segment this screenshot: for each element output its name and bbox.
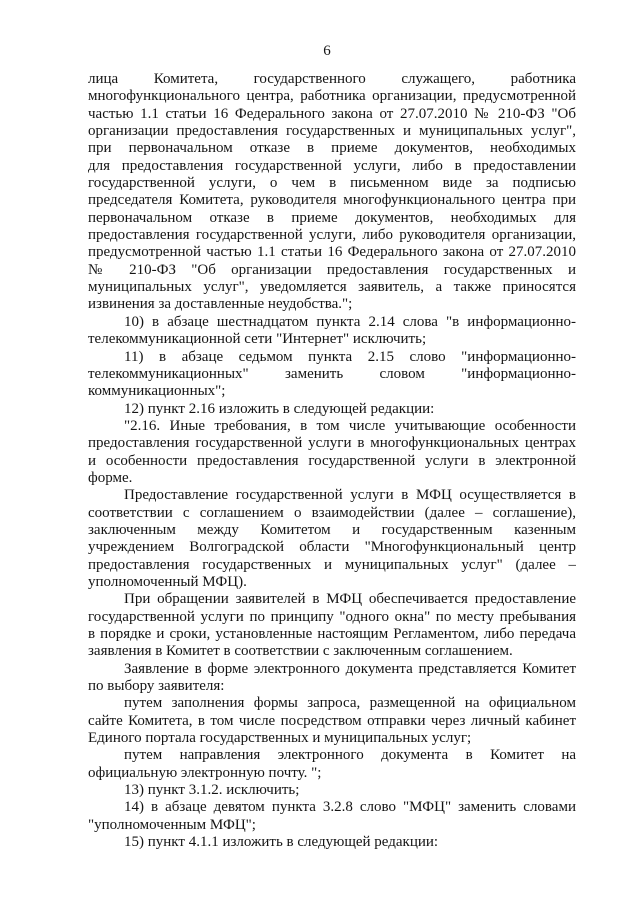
text-line: Предоставление государственной услуги в МФЦ осуществляется в [124,487,576,504]
text-line: "уполномоченным МФЦ"; [88,816,256,833]
text-line: соответствии с соглашением о взаимодействии (далее – соглашение), [88,504,576,521]
text-line: предоставления государственной услуги в многофункциональных центрах [88,435,576,452]
text-line: телекоммуникационной сети "Интернет" исключить; [88,331,427,348]
text-line: извинения за доставленные неудобства."; [88,296,353,313]
text-line: по выбору заявителя: [88,678,225,695]
amendment-item-14 [88,799,576,834]
text-line: председателя Комитета, руководителя многофункционального центра при [88,192,576,209]
text-line: уполномоченный МФЦ). [88,573,247,590]
text-line: предусмотренной частью 1.1 статьи 16 Федерального закона от 27.07.2010 [88,244,576,261]
amendment-item-13 [88,782,576,799]
text-line: 15) пункт 4.1.1 изложить в следующей редакции: [124,834,439,851]
text-line: многофункционального центра, работника организации, предусмотренной [88,88,576,105]
text-line: "2.16. Иные требования, в том числе учитывающие особенности [124,417,576,434]
text-line: 10) в абзаце шестнадцатом пункта 2.14 слова "в информационно- [124,313,576,330]
text-line: для предоставления государственной услуги, либо в предоставлении [88,157,576,174]
clause-web-form [88,695,576,747]
text-line: коммуникационных"; [88,383,226,400]
text-line: путем заполнения формы запроса, размещенной на официальном [124,695,576,712]
text-line: № 210-ФЗ "Об организации предоставления государственных и [88,261,576,278]
paragraph-continuation [88,71,576,314]
text-line: 13) пункт 3.1.2. исключить; [124,782,300,799]
amendment-item-12 [88,401,576,418]
text-line: телекоммуникационных" заменить словом "информационно- [88,365,576,382]
text-line: и особенности предоставления государственной услуги в электронной [88,452,576,469]
clause-mfc-agreement [88,487,576,591]
text-line: При обращении заявителей в МФЦ обеспечивается предоставление [124,591,576,608]
text-line: форме. [88,469,133,486]
text-line: государственной услуги по принципу "одного окна" по месту пребывания [88,608,576,625]
text-line: 12) пункт 2.16 изложить в следующей редакции: [124,400,435,417]
text-line: путем направления электронного документа в Комитет на [124,747,576,764]
amendment-item-15 [88,834,576,851]
text-line: сайте Комитета, в том числе посредством отправки через личный кабинет [88,712,576,729]
text-line: государственной услуги, о чем в письменном виде за подписью [88,175,576,192]
text-line: Единого портала государственных и муниципальных услуг; [88,730,472,747]
amendment-item-11 [88,349,576,401]
clause-email [88,747,576,782]
text-line: организации предоставления государственных и муниципальных услуг", [88,123,576,140]
text-line: заключенным между Комитетом и государственным казенным [88,521,576,538]
text-line: Заявление в форме электронного документа представляется Комитет [124,660,576,677]
amendment-item-10 [88,314,576,349]
text-line: 14) в абзаце девятом пункта 3.2.8 слово "МФЦ" заменить словами [124,799,576,816]
text-line: при первоначальном отказе в приеме документов, необходимых [88,140,576,157]
clause-electronic-application [88,661,576,696]
document-body [88,71,576,851]
text-line: частью 1.1 статьи 16 Федерального закона от 27.07.2010 № 210-ФЗ "Об [88,105,576,122]
text-line: заявления в Комитет в соответствии с заключенным соглашением. [88,643,513,660]
text-line: предоставления государственных и муниципальных услуг" (далее – [88,556,576,573]
text-line: учреждением Волгоградской области "Многофункциональный центр [88,539,576,556]
page-number: 6 [323,43,331,59]
text-line: муниципальных услуг", уведомляется заявитель, а также приносятся [88,279,576,296]
text-line: лица Комитета, государственного служащего, работника [88,71,576,87]
text-line: 11) в абзаце седьмом пункта 2.15 слово "информационно- [124,348,576,365]
text-line: первоначальном отказе в приеме документов, необходимых для [88,209,576,226]
text-line: официальную электронную почту. "; [88,764,322,781]
text-line: предоставления государственной услуги, либо руководителя организации, [88,227,576,244]
clause-one-window [88,591,576,660]
clause-2-16-heading [88,418,576,487]
text-line: в порядке и сроки, установленные настоящим Регламентом, либо передача [88,626,576,642]
